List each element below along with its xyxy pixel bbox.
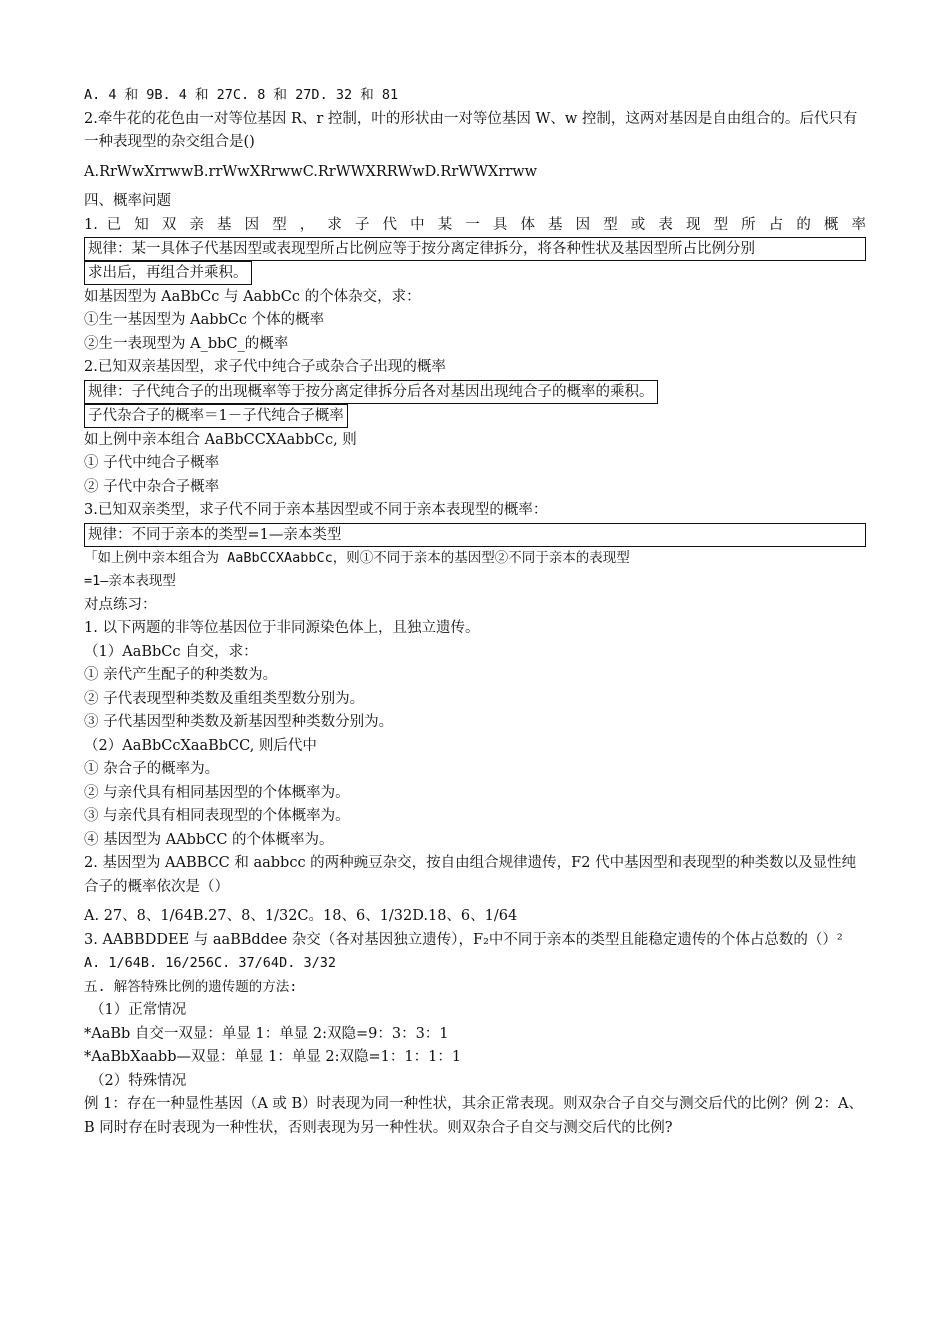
section-5-examples: 例 1：存在一种显性基因（A 或 B）时表现为同一种性状，其余正常表现。则双杂合子自交与测交后代的比例？例 2：A、B 同时存在时表现为一种性状，否则表现为另一种性状。则双杂合子自交与测交后代的比例?	[84, 1096, 863, 1136]
example-3-cont: =1—亲本表现型	[84, 573, 176, 589]
practice-heading: 对点练习：	[84, 596, 157, 613]
practice-1-part-1: （1）AaBbCc 自交，求：	[84, 643, 258, 660]
rule-box-3: 子代杂合子的概率＝1－子代纯合子概率	[84, 404, 348, 428]
section-5-normal-1: *AaBb 自交一双显：单显 1：单显 2:双隐=9：3：3：1	[84, 1025, 449, 1042]
practice-1-2-item-2: ② 与亲代具有相同基因型的个体概率为。	[84, 784, 350, 801]
practice-1-2-item-1: ① 杂合子的概率为。	[84, 761, 220, 777]
section-5-special: （2）特殊情况	[90, 1072, 187, 1089]
practice-1-1-item-2: ② 子代表现型种类数及重组类型数分别为。	[84, 690, 365, 707]
practice-1-2-item-4: ④ 基因型为 AAbbCC 的个体概率为。	[84, 831, 334, 848]
options-q1: A. 4 和 9B. 4 和 27C. 8 和 27D. 32 和 81	[84, 87, 399, 103]
example-2-item-1: ① 子代中纯合子概率	[84, 455, 220, 471]
example-3-text: 「如上例中亲本组合为 AaBbCCXAabbCc，则①不同于亲本的基因型②不同于亲本的表现型	[84, 549, 630, 566]
document-page	[84, 84, 866, 1140]
subsection-4-2: 2.已知双亲基因型，求子代中纯合子或杂合子出现的概率	[84, 359, 446, 375]
section-5-normal: （1）正常情况	[90, 1002, 187, 1018]
example-text: 如基因型为 AaBbCc 与 AabbCc 的个体杂交，求：	[84, 288, 421, 305]
rule-box-2: 规律：子代纯合子的出现概率等于按分离定律拆分后各对基因出现纯合子的概率的乘积。	[84, 380, 658, 404]
rule-box-1: 规律：某一具体子代基因型或表现型所占比例应等于按分离定律拆分，将各种性状及基因型所占比例分别	[84, 237, 866, 261]
subsection-4-3: 3.已知双亲类型，求子代不同于亲本基因型或不同于亲本表现型的概率：	[84, 502, 548, 518]
practice-3: 3. AABBDDEE 与 aaBBddee 杂交（各对基因独立遗传），F₂中不同于亲本的类型且能稳定遗传的个体占总数的（）²	[84, 931, 843, 948]
section-4-heading: 四、概率问题	[84, 193, 171, 209]
section-5-heading: 五. 解答特殊比例的遗传题的方法:	[84, 978, 298, 995]
practice-3-options: A. 1/64B. 16/256C. 37/64D. 3/32	[84, 955, 336, 971]
section-5-normal-2: *AaBbⅩaabb—双显：单显 1：单显 2:双隐=1：1：1：1	[84, 1049, 462, 1065]
practice-1-1-item-1: ① 亲代产生配子的种类数为。	[84, 667, 278, 683]
practice-1-part-2: （2）AaBbCcⅩaaBbCC, 则后代中	[84, 737, 317, 754]
practice-1: 1. 以下两题的非等位基因位于非同源染色体上，且独立遗传。	[84, 620, 480, 636]
options-q2: A.RrWwⅩrrwwB.rrWwⅩRrwwC.RrWWⅩRRWwD.RrWWⅩrrww	[84, 163, 538, 180]
example-2-text: 如上例中亲本组合 AaBbCCⅩAabbCc, 则	[84, 431, 357, 448]
practice-2: 2. 基因型为 AABBCC 和 aabbcc 的两种豌豆杂交，按自由组合规律遗传，F2 代中基因型和表现型的种类数以及显性纯合子的概率依次是（）	[84, 855, 857, 895]
rule-box-1-cont: 求出后，再组合并乘积。	[84, 261, 252, 285]
question-2: 2.牵牛花的花色由一对等位基因 R、r 控制，叶的形状由一对等位基因 W、w 控制，这两对基因是自由组合的。后代只有一种表现型的杂交组合是()	[84, 110, 858, 150]
example-item-1: ①生一基因型为 AabbCc 个体的概率	[84, 312, 325, 328]
subsection-4-1: 1. 已 知 双 亲 基 因 型 ， 求 子 代 中 某 一 具 体 基 因 型 或 表 现 型 所 占 的 概 率	[84, 216, 866, 233]
practice-2-options: A. 27、8、1/64B.27、8、1/32C。18、6、1/32D.18、6、1/64	[84, 908, 518, 924]
practice-1-2-item-3: ③ 与亲代具有相同表现型的个体概率为。	[84, 808, 350, 824]
example-2-item-2: ② 子代中杂合子概率	[84, 478, 220, 495]
practice-1-1-item-3: ③ 子代基因型种类数及新基因型种类数分别为。	[84, 714, 394, 730]
rule-box-4: 规律：不同于亲本的类型=1—亲本类型	[84, 523, 866, 547]
example-item-2: ②生一表现型为 A_bbC_的概率	[84, 335, 289, 352]
